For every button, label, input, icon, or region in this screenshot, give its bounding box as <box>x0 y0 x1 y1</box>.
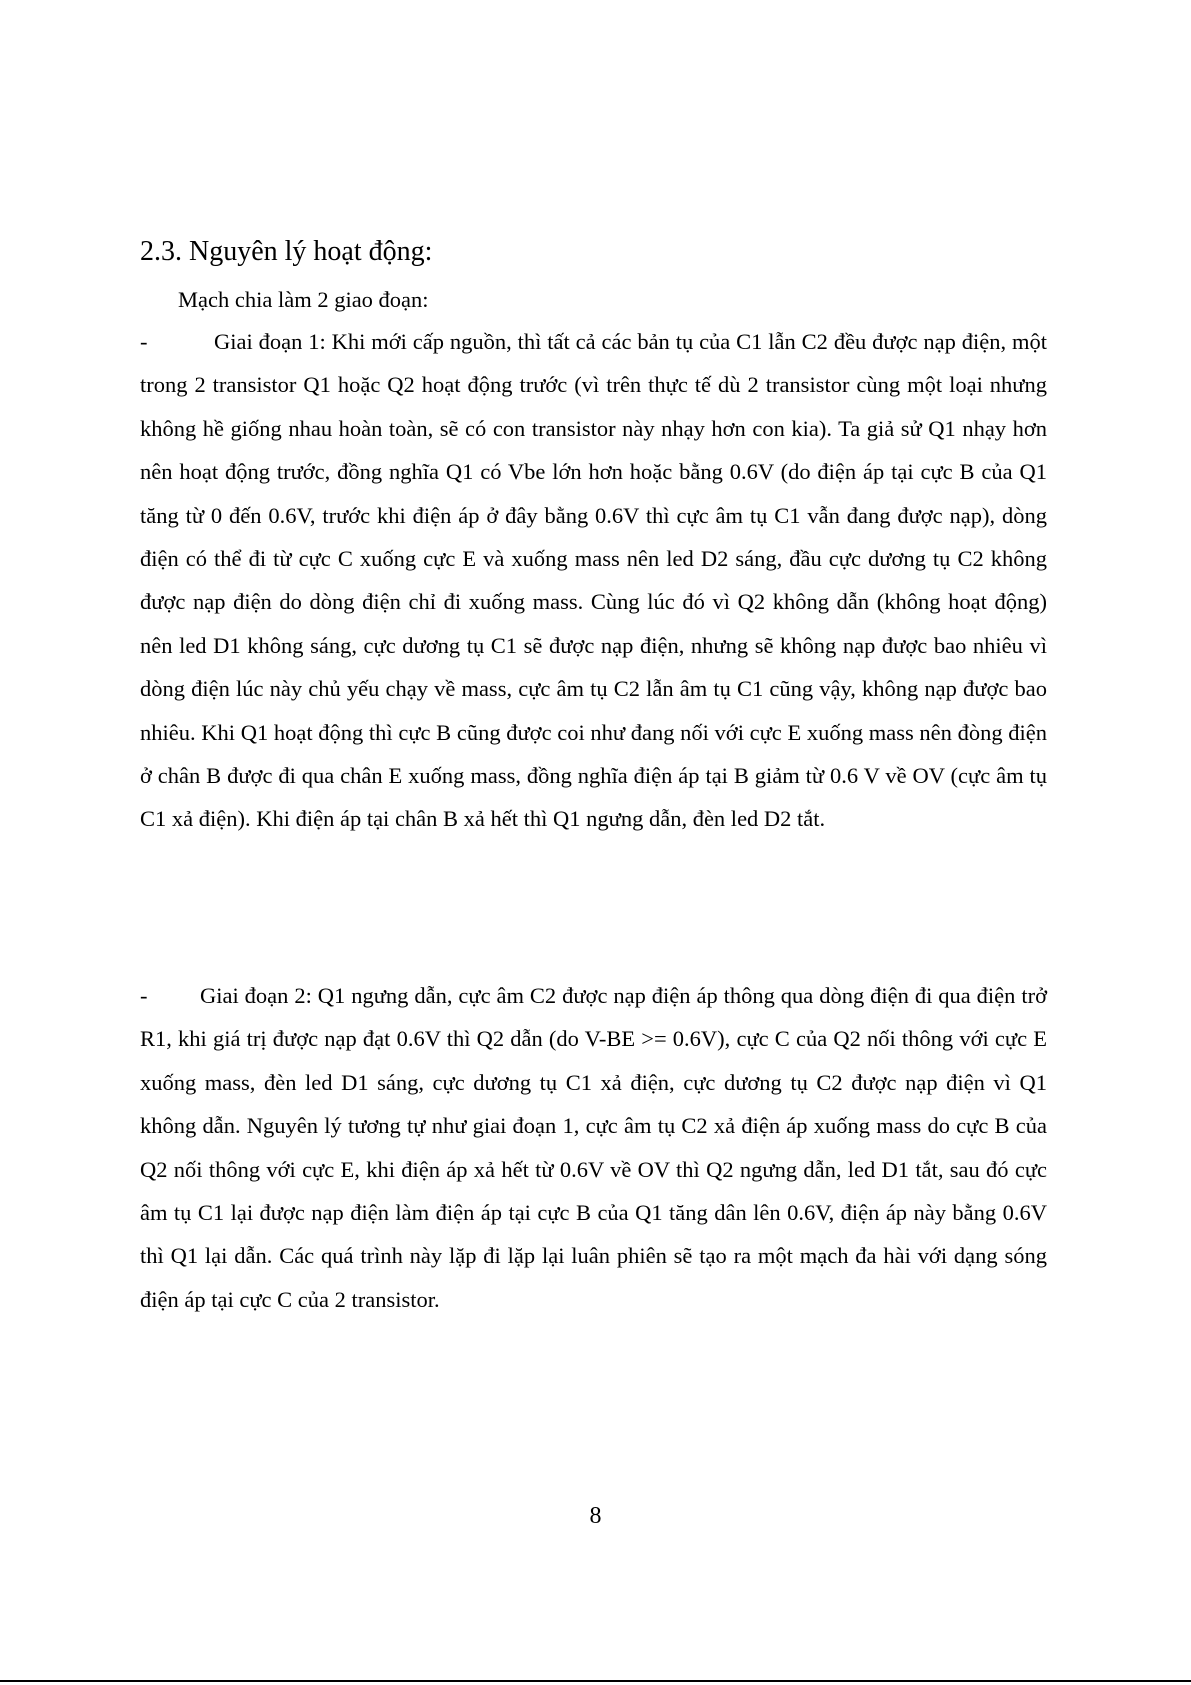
bottom-divider <box>0 1680 1191 1682</box>
paragraph-text: Giai đoạn 1: Khi mới cấp nguồn, thì tất cả các bản tụ của C1 lẫn C2 đều được nạp điện, một trong 2 transistor Q1 hoặc Q2 hoạt động trước (vì trên thực tế dù 2 transistor cùng một loại nhưng không hề giống nhau hoàn toàn, sẽ có con transistor này nhạy hơn con kia). Ta giả sử Q1 nhạy hơn nên hoạt động trước, đồng nghĩa Q1 có Vbe lớn hơn hoặc bằng 0.6V (do điện áp tại cực B của Q1 tăng từ 0 đến 0.6V, trước khi điện áp ở đây bằng 0.6V thì cực âm tụ C1 vẫn đang được nạp), dòng điện có thể đi từ cực C xuống cực E và xuống mass nên led D2 sáng, đầu cực dương tụ C2 không được nạp điện do dòng điện chỉ đi xuống mass. Cùng lúc đó vì Q2 không dẫn (không hoạt động) nên led D1 không sáng, cực dương tụ C1 sẽ được nạp điện, nhưng sẽ không nạp được bao nhiêu vì dòng điện lúc này chủ yếu chạy về mass, cực âm tụ C2 lẫn âm tụ C1 cũng vậy, không nạp được bao nhiêu. Khi Q1 hoạt động thì cực B cũng được coi như đang nối với cực E xuống mass nên đòng điện ở chân B được đi qua chân E xuống mass, đồng nghĩa điện áp tại B giảm từ 0.6 V về OV (cực âm tụ C1 xả điện). Khi điện áp tại chân B xả hết thì Q1 ngưng dẫn, đèn led D2 tắt. <box>140 329 1047 832</box>
page-number: 8 <box>589 1503 602 1529</box>
paragraph-stage-1 <box>140 320 1047 841</box>
paragraph-stage-2 <box>140 974 1047 1321</box>
bullet-dash: - <box>140 329 148 354</box>
bullet-dash: - <box>140 983 148 1008</box>
section-intro: Mạch chia làm 2 giao đoạn: <box>178 287 429 312</box>
paragraph-text: Giai đoạn 2: Q1 ngưng dẫn, cực âm C2 được nạp điện áp thông qua dòng điện đi qua điện trở R1, khi giá trị được nạp đạt 0.6V thì Q2 dẫn (do V-BE >= 0.6V), cực C của Q2 nối thông với cực E xuống mass, đèn led D1 sáng, cực dương tụ C1 xả điện, cực dương tụ C2 được nạp điện vì Q1 không dẫn. Nguyên lý tương tự như giai đoạn 1, cực âm tụ C2 xả điện áp xuống mass do cực B của Q2 nối thông với cực E, khi điện áp xả hết từ 0.6V về OV thì Q2 ngưng dẫn, led D1 tắt, sau đó cực âm tụ C1 lại được nạp điện làm điện áp tại cực B của Q1 tăng dân lên 0.6V, điện áp này bằng 0.6V thì Q1 lại dẫn. Các quá trình này lặp đi lặp lại luân phiên sẽ tạo ra một mạch đa hài với dạng sóng điện áp tại cực C của 2 transistor. <box>140 983 1047 1312</box>
section-heading: 2.3. Nguyên lý hoạt động: <box>140 236 433 267</box>
